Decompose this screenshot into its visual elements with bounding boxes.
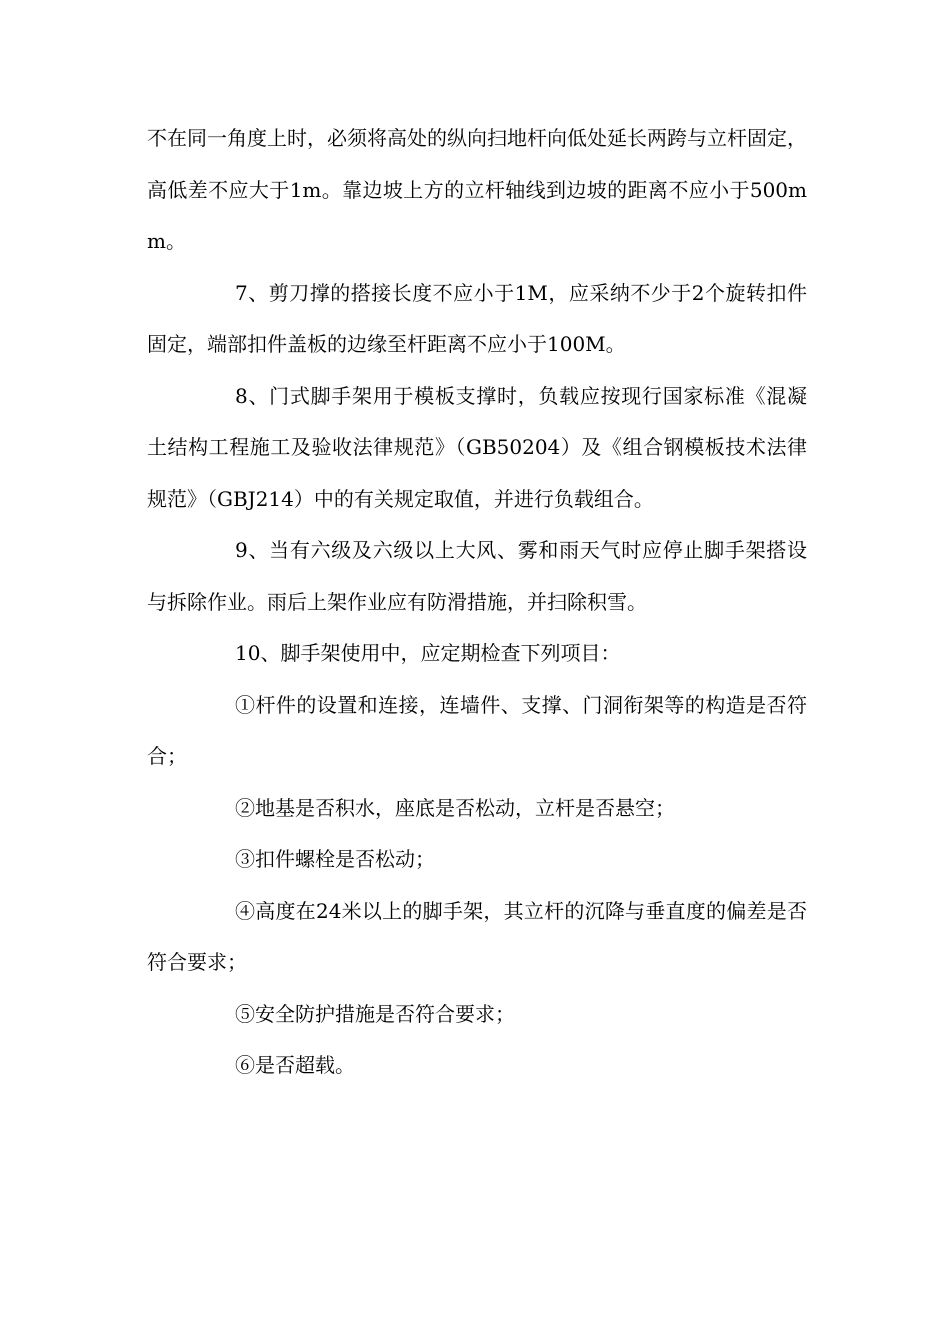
checklist-item-2: ②地基是否积水，座底是否松动，立杆是否悬空； [235, 795, 675, 820]
paragraph-item-7: 7、剪刀撑的搭接长度不应小于1M，应采纳不少于2个旋转扣件固定，端部扣件盖板的边缘至杆距离不应小于100M。 [147, 280, 807, 356]
checklist-item-1: ①杆件的设置和连接，连墙件、支撑、门洞衔架等的构造是否符合； [147, 692, 807, 768]
paragraph-item-8: 8、门式脚手架用于模板支撑时，负载应按现行国家标准《混凝土结构工程施工及验收法律规范》（GB50204）及《组合钢模板技术法律规范》（GBJ214）中的有关规定取值，并进行负载组合。 [147, 383, 807, 511]
paragraph-item-10: 10、脚手架使用中，应定期检查下列项目： [235, 641, 621, 665]
checklist-item-4: ④高度在24米以上的脚手架，其立杆的沉降与垂直度的偏差是否符合要求； [147, 898, 807, 974]
checklist-item-6: ⑥是否超载。 [235, 1053, 355, 1077]
paragraph-continuation: 不在同一角度上时，必须将高处的纵向扫地杆向低处延长两跨与立杆固定，高低差不应大于1m。靠边坡上方的立杆轴线到边坡的距离不应小于500mm。 [147, 126, 807, 253]
checklist-item-3: ③扣件螺栓是否松动； [235, 847, 435, 871]
document-body [147, 113, 807, 1092]
paragraph-item-9: 9、当有六级及六级以上大风、雾和雨天气时应停止脚手架搭设与拆除作业。雨后上架作业应有防滑措施，并扫除积雪。 [147, 538, 807, 614]
checklist-item-5: ⑤安全防护措施是否符合要求； [235, 1001, 515, 1026]
